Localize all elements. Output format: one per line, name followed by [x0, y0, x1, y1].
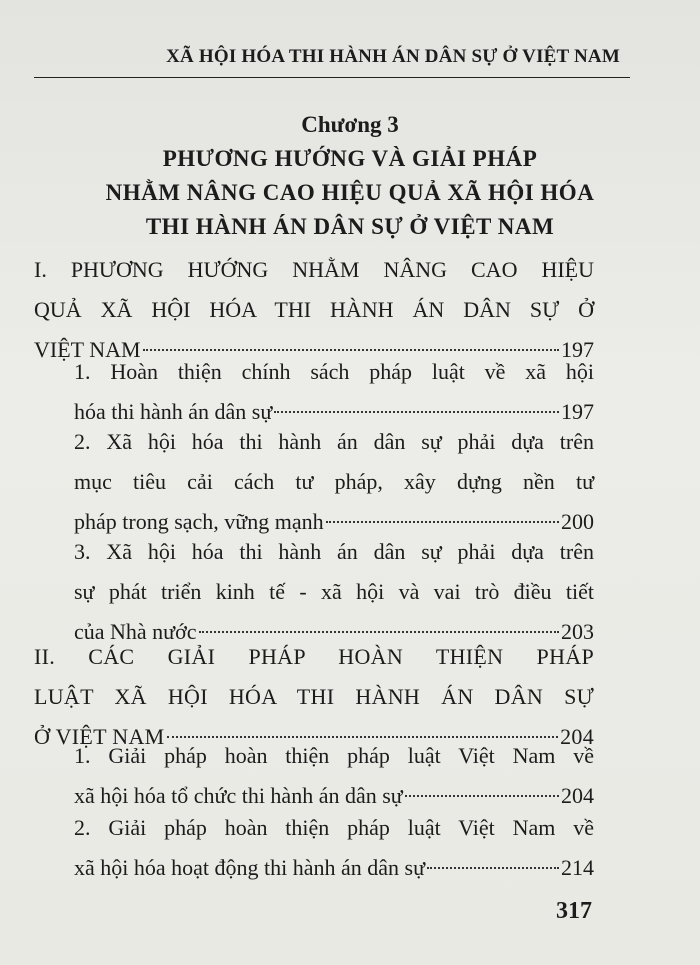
dot-leader: [274, 411, 559, 413]
toc-page-number: 203: [561, 619, 594, 644]
toc-entry-text: của Nhà nước: [74, 619, 197, 644]
toc-entry-subsection[interactable]: [74, 532, 594, 652]
chapter-label: Chương 3: [301, 112, 399, 137]
toc-entry-text: 2. Xã hội hóa thi hành án dân sự phải dựa trên: [74, 429, 594, 454]
toc-page-number: 214: [561, 855, 594, 880]
chapter-title-line: THI HÀNH ÁN DÂN SỰ Ở VIỆT NAM: [145, 214, 555, 239]
toc-entry-text: Ở VIỆT NAM: [34, 724, 165, 749]
dot-leader: [326, 521, 559, 523]
toc-entry-text: I. PHƯƠNG HƯỚNG NHẰM NÂNG CAO HIỆU: [34, 257, 594, 282]
toc-leader-line: [74, 848, 594, 888]
toc-entry-subsection[interactable]: [74, 352, 594, 432]
toc-page-number: 197: [561, 399, 594, 424]
toc-entry-text: QUẢ XÃ HỘI HÓA THI HÀNH ÁN DÂN SỰ Ở: [34, 297, 594, 322]
toc-page-number: 204: [561, 783, 594, 808]
toc-entry-text: hóa thi hành án dân sự: [74, 399, 273, 424]
page-number: 317: [556, 898, 592, 924]
toc-page-number: 204: [560, 724, 594, 749]
toc-page-number: 197: [561, 337, 594, 362]
toc-entry-text: 1. Hoàn thiện chính sách pháp luật về xã hội: [74, 359, 594, 384]
toc-entry-text: xã hội hóa tổ chức thi hành án dân sự: [74, 783, 403, 808]
chapter-heading: [60, 108, 640, 244]
chapter-title-line: PHƯƠNG HƯỚNG VÀ GIẢI PHÁP: [162, 146, 538, 171]
dot-leader: [427, 867, 559, 869]
dot-leader: [143, 349, 559, 351]
toc-entry-text: II. CÁC GIẢI PHÁP HOÀN THIỆN PHÁP: [34, 644, 594, 669]
running-header: XÃ HỘI HÓA THI HÀNH ÁN DÂN SỰ Ở VIỆT NAM: [166, 46, 620, 67]
dot-leader: [199, 631, 559, 633]
toc-entry-text: LUẬT XÃ HỘI HÓA THI HÀNH ÁN DÂN SỰ: [34, 684, 594, 709]
toc-entry-text: 3. Xã hội hóa thi hành án dân sự phải dựa trên: [74, 539, 594, 564]
toc-entry-text: xã hội hóa hoạt động thi hành án dân sự: [74, 855, 426, 880]
toc-page-number: 200: [561, 509, 594, 534]
toc-entry-subsection[interactable]: [74, 808, 594, 888]
toc-entry-text: sự phát triển kinh tế - xã hội và vai trò điều tiết: [74, 579, 594, 604]
toc-entry-text: pháp trong sạch, vững mạnh: [74, 509, 324, 534]
chapter-title-line: NHẰM NÂNG CAO HIỆU QUẢ XÃ HỘI HÓA: [105, 180, 595, 205]
toc-entry-text: 2. Giải pháp hoàn thiện pháp luật Việt Nam về: [74, 815, 594, 840]
dot-leader: [405, 795, 559, 797]
toc-entry-text: 1. Giải pháp hoàn thiện pháp luật Việt Nam về: [74, 743, 594, 768]
toc-entry-text: mục tiêu cải cách tư pháp, xây dựng nền tư: [74, 469, 594, 494]
toc-entry-text: VIỆT NAM: [34, 337, 141, 362]
header-rule: [34, 77, 630, 78]
toc-entry-subsection[interactable]: [74, 736, 594, 816]
toc-entry-subsection[interactable]: [74, 422, 594, 542]
